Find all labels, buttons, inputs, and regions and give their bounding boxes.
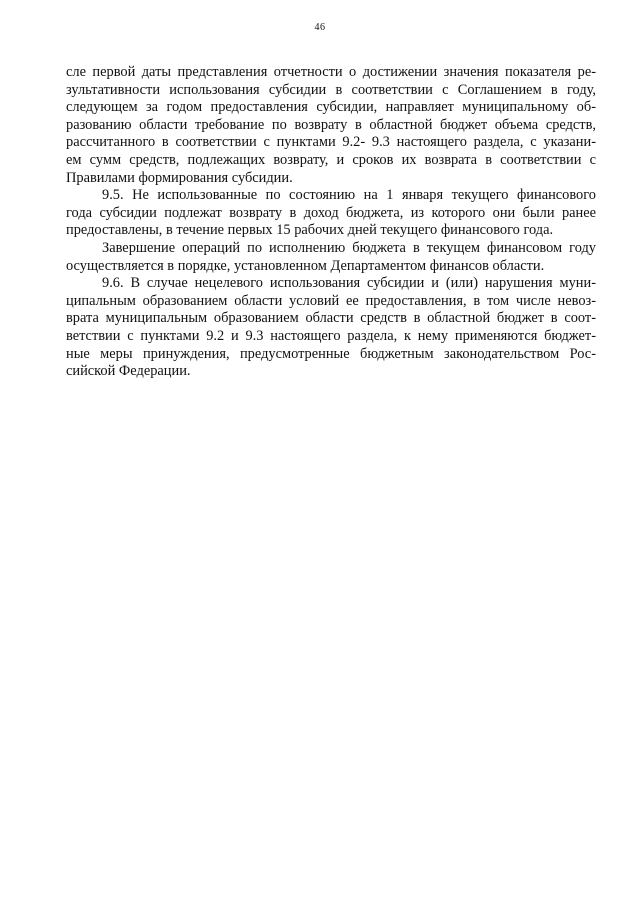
text-line: 9.6. В случае нецелевого использования субсидии и (или) нарушения муни- [102, 275, 596, 292]
page-number: 46 [314, 22, 326, 33]
text-line: рассчитанного в соответствии с пунктами 9.2- 9.3 настоящего раздела, с указани- [66, 134, 596, 151]
text-line: ципальным образованием области условий ее предоставления, в том числе невоз- [66, 292, 596, 309]
text-line: года субсидии подлежат возврату в доход бюджета, из которого они были ранее [66, 204, 596, 221]
text-line: предоставлены, в течение первых 15 рабочих дней текущего финансового года. [66, 222, 554, 239]
paragraph-budget-completion [66, 240, 596, 275]
text-line: сийской Федерации. [66, 363, 191, 380]
document-body [66, 64, 596, 381]
text-line: ные меры принуждения, предусмотренные бюджетным законодательством Рос- [66, 345, 596, 362]
text-line: ем сумм средств, подлежащих возврату, и сроков их возврата в соответствии с [66, 151, 596, 168]
text-line: врата муниципальным образованием области средств в областной бюджет в соот- [66, 310, 596, 327]
paragraph-clause-9-6 [66, 275, 596, 381]
text-line: зультативности использования субсидии в соответствии с Соглашением в году, [66, 81, 596, 98]
text-line: ветствии с пунктами 9.2 и 9.3 настоящего раздела, к нему применяются бюджет- [66, 327, 596, 344]
paragraph-clause-9-5 [66, 187, 596, 240]
text-line: разованию области требование по возврату в областной бюджет объема средств, [66, 116, 596, 133]
text-line: 9.5. Не использованные по состоянию на 1 января текущего финансового [102, 187, 596, 204]
text-line: Завершение операций по исполнению бюджета в текущем финансовом году [102, 239, 596, 256]
paragraph-continuation [66, 64, 596, 187]
text-line: следующем за годом предоставления субсидии, направляет муниципальному об- [66, 99, 596, 116]
text-line: сле первой даты представления отчетности о достижении значения показателя ре- [66, 64, 596, 80]
text-line: осуществляется в порядке, установленном Департаментом финансов области. [66, 257, 545, 274]
text-line: Правилами формирования субсидии. [66, 169, 293, 186]
